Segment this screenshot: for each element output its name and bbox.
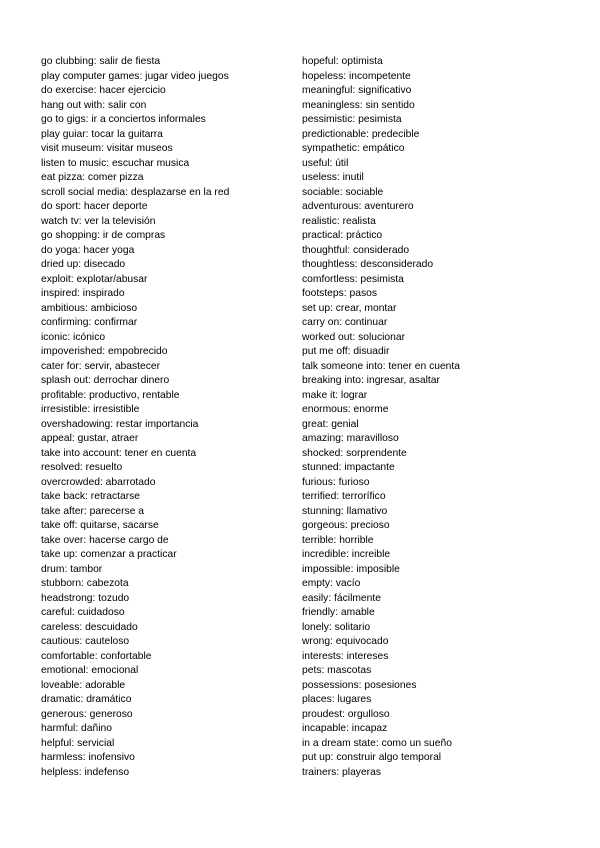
vocabulary-entry: lonely: solitario xyxy=(302,621,371,633)
vocabulary-entry: take up: comenzar a practicar xyxy=(41,549,177,560)
vocabulary-entry: pessimistic: pesimista xyxy=(302,114,402,125)
vocabulary-entry: hang out with: salir con xyxy=(41,99,147,111)
vocabulary-entry: go to gigs: ir a conciertos informales xyxy=(41,114,206,125)
vocabulary-entry: easily: fácilmente xyxy=(302,592,381,604)
vocabulary-entry: go clubbing: salir de fiesta xyxy=(41,56,161,67)
vocabulary-entry: possessions: posesiones xyxy=(302,679,417,691)
vocabulary-entry: iconic: icónico xyxy=(41,331,106,343)
vocabulary-entry: take into account: tener en cuenta xyxy=(41,447,197,459)
vocabulary-entry: friendly: amable xyxy=(302,607,375,618)
vocabulary-entry: ambitious: ambicioso xyxy=(41,302,138,314)
vocabulary-entry: great: genial xyxy=(302,418,359,430)
vocabulary-entry: predictionable: predecible xyxy=(302,128,420,140)
vocabulary-entry: terrible: horrible xyxy=(302,534,374,546)
vocabulary-column-left xyxy=(41,55,291,780)
vocabulary-entry: put up: construir algo temporal xyxy=(302,752,442,763)
vocabulary-entry: trainers: playeras xyxy=(302,766,381,778)
vocabulary-entry: do sport: hacer deporte xyxy=(41,201,148,212)
vocabulary-entry: loveable: adorable xyxy=(41,679,126,691)
vocabulary-entry: careful: cuidadoso xyxy=(41,607,125,618)
vocabulary-entry: talk someone into: tener en cuenta xyxy=(302,360,460,372)
vocabulary-entry: gorgeous: precioso xyxy=(302,520,390,531)
vocabulary-entry: scroll social media: desplazarse en la red xyxy=(41,186,230,198)
vocabulary-entry: overcrowded: abarrotado xyxy=(41,476,156,488)
vocabulary-entry: confirming: confirmar xyxy=(41,317,138,328)
vocabulary-entry: listen to music: escuchar musica xyxy=(41,157,190,169)
vocabulary-entry: comfortable: confortable xyxy=(41,650,152,662)
vocabulary-entry: terrified: terrorífico xyxy=(302,491,386,502)
vocabulary-entry: adventurous: aventurero xyxy=(302,201,414,212)
vocabulary-entry: drum: tambor xyxy=(41,563,103,575)
vocabulary-entry: cautious: cauteloso xyxy=(41,636,130,647)
vocabulary-entry: impossible: imposible xyxy=(302,563,400,575)
vocabulary-entry: take back: retractarse xyxy=(41,491,141,502)
vocabulary-entry: enormous: enorme xyxy=(302,404,389,415)
vocabulary-entry: go shopping: ir de compras xyxy=(41,230,166,241)
vocabulary-entry: carry on: continuar xyxy=(302,317,388,328)
vocabulary-entry: take off: quitarse, sacarse xyxy=(41,520,159,531)
vocabulary-entry: meaningful: significativo xyxy=(302,85,412,96)
vocabulary-entry: dried up: disecado xyxy=(41,259,126,270)
vocabulary-entry: put me off: disuadir xyxy=(302,346,390,357)
vocabulary-entry: play guiar: tocar la guitarra xyxy=(41,128,163,140)
vocabulary-entry: harmful: dañino xyxy=(41,723,112,734)
vocabulary-entry: hopeful: optimista xyxy=(302,56,383,67)
vocabulary-entry: stunning: llamativo xyxy=(302,505,388,517)
vocabulary-entry: shocked: sorprendente xyxy=(302,447,407,459)
vocabulary-entry: useless: inutil xyxy=(302,172,364,183)
vocabulary-entry: sympathetic: empático xyxy=(302,143,405,154)
vocabulary-entry: empty: vacío xyxy=(302,578,361,589)
vocabulary-entry: inspired: inspirado xyxy=(41,288,125,299)
vocabulary-entry: exploit: explotar/abusar xyxy=(41,273,148,285)
vocabulary-entry: worked out: solucionar xyxy=(302,331,406,343)
vocabulary-entry: set up: crear, montar xyxy=(302,302,397,314)
vocabulary-entry: comfortless: pesimista xyxy=(302,273,404,285)
vocabulary-entry: breaking into: ingresar, asaltar xyxy=(302,375,440,386)
vocabulary-entry: amazing: maravilloso xyxy=(302,433,399,444)
vocabulary-entry: stubborn: cabezota xyxy=(41,578,129,589)
vocabulary-entry: places: lugares xyxy=(302,694,372,705)
vocabulary-entry: generous: generoso xyxy=(41,708,133,720)
vocabulary-entry: meaningless: sin sentido xyxy=(302,99,415,111)
vocabulary-entry: furious: furioso xyxy=(302,476,370,488)
vocabulary-entry: impoverished: empobrecido xyxy=(41,346,168,357)
vocabulary-entry: eat pizza: comer pizza xyxy=(41,172,144,183)
vocabulary-entry: helpless: indefenso xyxy=(41,766,130,778)
vocabulary-entry: splash out: derrochar dinero xyxy=(41,375,170,386)
vocabulary-entry: realistic: realista xyxy=(302,215,376,227)
vocabulary-entry: profitable: productivo, rentable xyxy=(41,389,180,401)
vocabulary-entry: wrong: equivocado xyxy=(302,636,389,647)
vocabulary-entry: make it: lograr xyxy=(302,389,368,401)
vocabulary-entry: watch tv: ver la televisión xyxy=(41,215,156,227)
vocabulary-entry: practical: práctico xyxy=(302,230,383,241)
vocabulary-entry: play computer games: jugar video juegos xyxy=(41,70,229,82)
vocabulary-entry: appeal: gustar, atraer xyxy=(41,433,139,444)
vocabulary-entry: take after: parecerse a xyxy=(41,505,145,517)
vocabulary-entry: footsteps: pasos xyxy=(302,288,377,299)
vocabulary-entry: proudest: orgulloso xyxy=(302,708,390,720)
vocabulary-entry: thoughtless: desconsiderado xyxy=(302,259,434,270)
vocabulary-entry: visit museum: visitar museos xyxy=(41,143,173,154)
vocabulary-entry: hopeless: incompetente xyxy=(302,70,411,82)
vocabulary-entry: pets: mascotas xyxy=(302,665,372,676)
vocabulary-entry: cater for: servir, abastecer xyxy=(41,360,161,372)
vocabulary-column-right xyxy=(302,55,592,780)
vocabulary-entry: stunned: impactante xyxy=(302,462,395,473)
vocabulary-entry: incapable: incapaz xyxy=(302,723,388,734)
vocabulary-entry: harmless: inofensivo xyxy=(41,752,135,763)
vocabulary-entry: take over: hacerse cargo de xyxy=(41,534,169,546)
vocabulary-entry: emotional: emocional xyxy=(41,665,139,676)
vocabulary-entry: overshadowing: restar importancia xyxy=(41,418,199,430)
vocabulary-entry: resolved: resuelto xyxy=(41,462,123,473)
vocabulary-entry: do exercise: hacer ejercicio xyxy=(41,85,166,96)
vocabulary-entry: interests: intereses xyxy=(302,650,389,662)
vocabulary-entry: dramatic: dramático xyxy=(41,694,132,705)
vocabulary-entry: careless: descuidado xyxy=(41,621,138,633)
vocabulary-entry: do yoga: hacer yoga xyxy=(41,244,135,256)
vocabulary-entry: incredible: increible xyxy=(302,549,391,560)
vocabulary-entry: sociable: sociable xyxy=(302,186,384,198)
vocabulary-entry: irresistible: irresistible xyxy=(41,404,140,415)
vocabulary-entry: thoughtful: considerado xyxy=(302,244,410,256)
vocabulary-entry: headstrong: tozudo xyxy=(41,592,130,604)
vocabulary-entry: useful: útil xyxy=(302,157,349,169)
vocabulary-entry: helpful: servicial xyxy=(41,737,115,749)
vocabulary-entry: in a dream state: como un sueño xyxy=(302,737,452,749)
